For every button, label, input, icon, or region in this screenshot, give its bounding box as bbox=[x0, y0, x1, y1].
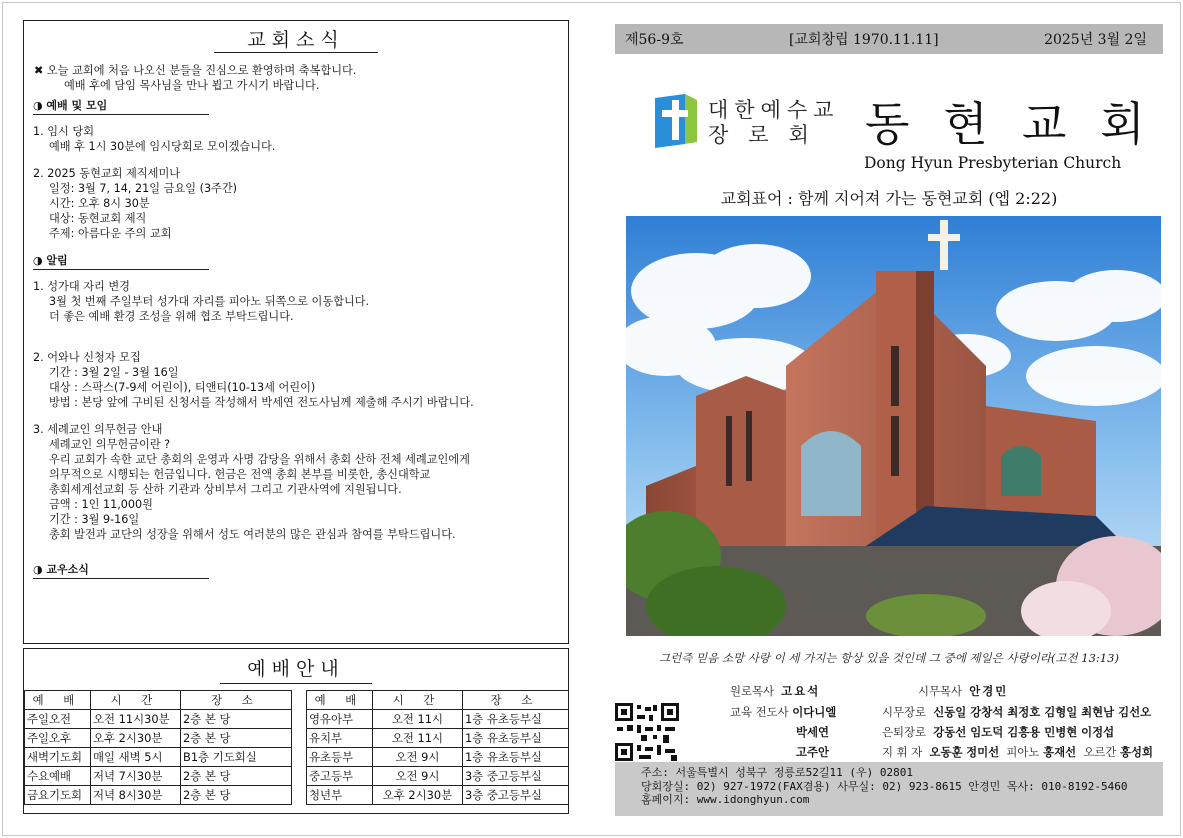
table-header-row bbox=[307, 691, 569, 710]
staff-name: 박세연 bbox=[796, 725, 830, 739]
staff-elders bbox=[882, 704, 1151, 720]
section-head-members: ◑ 교우소식 bbox=[33, 563, 89, 576]
denomination-line-2: 장로회 bbox=[708, 123, 829, 147]
service-name: 유초등부 bbox=[307, 748, 373, 767]
news-item bbox=[33, 124, 562, 154]
church-staff-list bbox=[700, 683, 1170, 761]
phone-line: 당회장실: 02) 927-1972(FAX겸용) 사무실: 02) 923-8615 안경민 목사: 010-8192-5460 bbox=[641, 779, 1128, 793]
church-name: 동현교회 bbox=[865, 97, 1179, 151]
staff-name: 정미선 bbox=[966, 745, 1000, 759]
worship-table-right bbox=[306, 690, 569, 805]
staff-evangelist-2 bbox=[796, 724, 829, 740]
service-time: 오전 11시30분 bbox=[91, 710, 181, 729]
service-place: 2층 본 당 bbox=[181, 729, 292, 748]
news-item bbox=[33, 279, 562, 324]
service-place: 1층 유초등부실 bbox=[463, 729, 569, 748]
service-name: 주일오전 bbox=[25, 710, 91, 729]
news-item-line: 총회 발전과 교단의 성장을 위해서 성도 여러분의 많은 관심과 참여를 부탁드립니다. bbox=[49, 528, 456, 541]
service-name: 청년부 bbox=[307, 786, 373, 805]
church-building-photo bbox=[626, 216, 1161, 636]
table-row bbox=[307, 729, 569, 748]
news-item bbox=[33, 350, 562, 410]
service-place: 2층 본 당 bbox=[181, 710, 292, 729]
news-item-line: 방법 : 본당 앞에 구비된 신청서를 작성해서 박세연 전도사님께 제출해 주시기 바랍니다. bbox=[49, 396, 474, 409]
service-name: 중고등부 bbox=[307, 767, 373, 786]
spacer bbox=[33, 336, 562, 350]
news-item-line: 주제: 아름다운 주의 교회 bbox=[49, 227, 172, 240]
service-name: 새벽기도회 bbox=[25, 748, 91, 767]
news-item-line: 기간 : 3월 9-16일 bbox=[49, 513, 140, 526]
staff-emeritus bbox=[730, 683, 820, 699]
news-item-line: 예배 후 1시 30분에 임시당회로 모이겠습니다. bbox=[49, 140, 276, 153]
service-time: 오전 11시 bbox=[373, 710, 463, 729]
news-item-title: 1. 임시 당회 bbox=[33, 125, 95, 138]
staff-name: 고주안 bbox=[796, 745, 830, 759]
welcome-line-2: 예배 후에 담임 목사님을 만나 뵙고 가시기 바랍니다. bbox=[64, 79, 320, 92]
news-item-line: 의무적으로 시행되는 헌금입니다. 헌금은 전액 총회 본부를 비롯한, 총신대학교 bbox=[49, 468, 431, 481]
church-building-illustration bbox=[626, 216, 1161, 636]
table-row bbox=[307, 710, 569, 729]
news-item-line: 기간 : 3월 2일 - 3월 16일 bbox=[49, 366, 179, 379]
news-item-title: 2. 어와나 신청자 모집 bbox=[33, 351, 141, 364]
service-time: 매일 새벽 5시 bbox=[91, 748, 181, 767]
staff-name: 오동훈 bbox=[929, 745, 963, 759]
founding-date: [교회창립 1970.11.11] bbox=[788, 32, 939, 48]
column-header: 장 소 bbox=[181, 691, 292, 710]
news-item-title: 1. 성가대 자리 변경 bbox=[33, 280, 130, 293]
staff-name: 홍재선 bbox=[1043, 745, 1077, 759]
service-place: 2층 본 당 bbox=[181, 786, 292, 805]
service-place: 2층 본 당 bbox=[181, 767, 292, 786]
staff-retired-elders bbox=[882, 724, 1114, 740]
section-head-worship: ◑ 예배 및 모임 bbox=[33, 99, 108, 112]
church-name-english: Dong Hyun Presbyterian Church bbox=[864, 154, 1122, 172]
news-item bbox=[33, 422, 562, 542]
section-head-notice: ◑ 알림 bbox=[33, 254, 68, 267]
staff-role: 은퇴장로 bbox=[882, 725, 927, 739]
staff-role: 오르간 bbox=[1083, 745, 1117, 759]
spacer bbox=[33, 554, 562, 560]
table-row bbox=[307, 786, 569, 805]
homepage-link[interactable]: 홈페이지: www.idonghyun.com bbox=[641, 793, 810, 806]
service-place: B1층 기도회실 bbox=[181, 748, 292, 767]
worship-title-underline bbox=[220, 683, 372, 684]
news-item-line: 3월 첫 번째 주일부터 성가대 자리를 피아노 뒤쪽으로 이동합니다. bbox=[49, 295, 370, 308]
service-time: 저녁 7시30분 bbox=[91, 767, 181, 786]
staff-name: 신동일 강창석 최정호 김형일 최현남 김선오 bbox=[933, 705, 1152, 719]
staff-pastor bbox=[918, 683, 1008, 699]
staff-name: 강동선 임도덕 김흥용 민병현 이정섭 bbox=[933, 725, 1115, 739]
column-header: 예 배 bbox=[307, 691, 373, 710]
service-time: 오전 11시 bbox=[373, 729, 463, 748]
news-item-line: 세례교인 의무헌금이란 ? bbox=[49, 438, 171, 451]
worship-guide-box bbox=[23, 648, 569, 814]
news-title: 교회소식 bbox=[247, 29, 345, 51]
worship-table-left bbox=[24, 690, 292, 805]
staff-role: 원로목사 bbox=[730, 684, 775, 698]
column-header: 시 간 bbox=[91, 691, 181, 710]
bulletin-header-bar bbox=[615, 24, 1163, 54]
issue-number: 제56-9호 bbox=[625, 32, 684, 48]
service-place: 3층 중고등부실 bbox=[463, 786, 569, 805]
column-header: 장 소 bbox=[463, 691, 569, 710]
news-item-line: 대상 : 스팍스(7-9세 어린이), 티앤티(10-13세 어린이) bbox=[49, 381, 316, 394]
service-place: 3층 중고등부실 bbox=[463, 767, 569, 786]
service-place: 1층 유초등부실 bbox=[463, 710, 569, 729]
staff-role: 시무장로 bbox=[882, 705, 927, 719]
staff-name: 홍성희 bbox=[1119, 745, 1153, 759]
table-row bbox=[25, 729, 292, 748]
staff-role: 피아노 bbox=[1006, 745, 1040, 759]
address-line: 주소: 서울특별시 성북구 정릉로52길11 (우) 02801 bbox=[641, 766, 913, 779]
contact-address-box bbox=[615, 762, 1163, 816]
staff-evangelist-3 bbox=[796, 744, 829, 760]
staff-name: 안경민 bbox=[969, 684, 1009, 698]
news-item-line: 시간: 오후 8시 30분 bbox=[49, 197, 150, 210]
church-news-box bbox=[23, 20, 569, 644]
service-time: 오후 2시30분 bbox=[91, 729, 181, 748]
section-rule bbox=[33, 269, 209, 270]
service-name: 유치부 bbox=[307, 729, 373, 748]
staff-music bbox=[882, 744, 1153, 760]
denomination-line-1: 대한예수교 bbox=[708, 98, 840, 122]
church-logo-icon bbox=[655, 94, 697, 148]
welcome-line-1: ✖ 오늘 교회에 처음 나오신 분들을 진심으로 환영하며 축복합니다. bbox=[34, 64, 357, 77]
qr-code-icon[interactable] bbox=[615, 703, 679, 761]
service-place: 1층 유초등부실 bbox=[463, 748, 569, 767]
service-name: 영유아부 bbox=[307, 710, 373, 729]
staff-name: 이다니엘 bbox=[792, 705, 837, 719]
bulletin-date: 2025년 3월 2일 bbox=[1044, 32, 1147, 48]
church-motto: 교회표어 : 함께 지어져 가는 동현교회 (엡 2:22) bbox=[720, 189, 1058, 208]
table-row bbox=[25, 710, 292, 729]
news-item-title: 2. 2025 동현교회 제직세미나 bbox=[33, 167, 181, 180]
section-rule bbox=[33, 114, 209, 115]
worship-title: 예배안내 bbox=[247, 658, 345, 680]
column-header: 예 배 bbox=[25, 691, 91, 710]
staff-role: 시무목사 bbox=[918, 684, 963, 698]
news-item-title: 3. 세례교인 의무헌금 안내 bbox=[33, 423, 163, 436]
news-item-line: 금액 : 1인 11,000원 bbox=[49, 498, 153, 511]
table-row bbox=[25, 786, 292, 805]
staff-name: 고요석 bbox=[781, 684, 821, 698]
bible-verse: 그런즉 믿음 소망 사랑 이 세 가지는 항상 있을 것인데 그 중에 제일은 사랑이라(고전 13:13) bbox=[659, 651, 1119, 665]
service-time: 저녁 8시30분 bbox=[91, 786, 181, 805]
welcome-message bbox=[33, 63, 562, 93]
news-item-line: 일정: 3월 7, 14, 21일 금요일 (3주간) bbox=[49, 182, 238, 195]
column-header: 시 간 bbox=[373, 691, 463, 710]
service-time: 오전 9시 bbox=[373, 748, 463, 767]
staff-role: 지 휘 자 bbox=[882, 745, 923, 759]
table-row bbox=[307, 748, 569, 767]
section-rule bbox=[33, 578, 209, 579]
table-row bbox=[25, 767, 292, 786]
news-item-line: 더 좋은 예배 환경 조성을 위해 협조 부탁드립니다. bbox=[49, 310, 294, 323]
table-row bbox=[307, 767, 569, 786]
table-row bbox=[25, 748, 292, 767]
staff-role: 교육 전도사 bbox=[730, 705, 789, 719]
service-name: 수요예배 bbox=[25, 767, 91, 786]
news-item-line: 우리 교회가 속한 교단 총회의 운영과 사명 감당을 위해서 총회 산하 전체 세례교인에게 bbox=[49, 453, 470, 466]
church-logo-area bbox=[655, 94, 1179, 176]
news-title-underline bbox=[214, 52, 378, 53]
service-name: 금요기도회 bbox=[25, 786, 91, 805]
service-time: 오후 2시30분 bbox=[373, 786, 463, 805]
news-item-line: 총회세계선교회 등 산하 기관과 상비부서 그리고 기관사역에 지원됩니다. bbox=[49, 483, 402, 496]
table-header-row bbox=[25, 691, 292, 710]
news-body bbox=[33, 63, 562, 637]
service-time: 오전 9시 bbox=[373, 767, 463, 786]
service-name: 주일오후 bbox=[25, 729, 91, 748]
staff-evangelist bbox=[730, 704, 836, 720]
news-item-line: 대상: 동현교회 제직 bbox=[49, 212, 147, 225]
news-item bbox=[33, 166, 562, 241]
